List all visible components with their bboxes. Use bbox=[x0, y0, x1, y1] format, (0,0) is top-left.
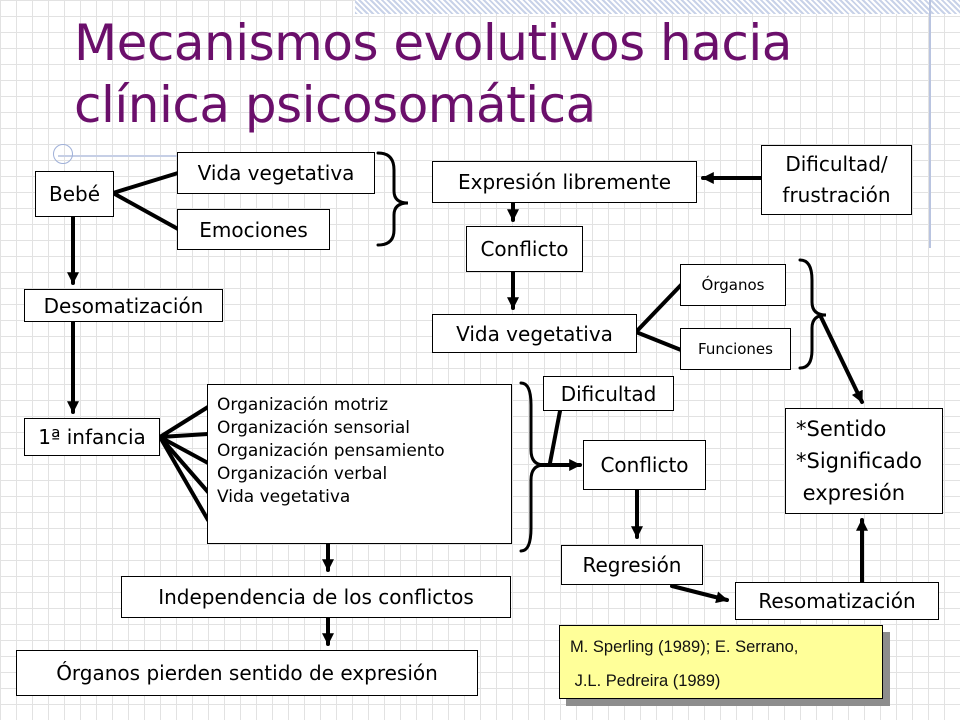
list-item: Organización verbal bbox=[217, 464, 388, 484]
node-sentido-line-1: *Sentido bbox=[796, 417, 887, 441]
node-sentido-line-2: *Significado bbox=[796, 449, 922, 473]
brace-bebe-group bbox=[378, 153, 408, 245]
node-regresion: Regresión bbox=[561, 545, 703, 585]
node-vida-vegetativa-1: Vida vegetativa bbox=[177, 152, 375, 194]
line-bebe-vida bbox=[113, 173, 178, 193]
reference-line-1: M. Sperling (1989); E. Serrano, bbox=[570, 638, 799, 656]
node-funciones: Funciones bbox=[680, 328, 791, 370]
node-organos-pierden: Órganos pierden sentido de expresión bbox=[16, 650, 478, 696]
arrow-regresion-resomatizacion bbox=[672, 586, 727, 600]
node-resomatizacion: Resomatización bbox=[735, 582, 939, 620]
node-emociones: Emociones bbox=[177, 209, 330, 250]
arrow-brace-sentido bbox=[820, 315, 862, 402]
node-expresion-libremente: Expresión libremente bbox=[432, 161, 697, 203]
node-dificultad-frustracion bbox=[761, 145, 912, 215]
node-dificultad: Dificultad bbox=[543, 376, 674, 411]
node-organos: Órganos bbox=[680, 264, 786, 306]
list-item: Organización pensamiento bbox=[217, 441, 445, 461]
reference-note bbox=[559, 625, 883, 699]
node-conflicto-2: Conflicto bbox=[583, 440, 706, 490]
line-bebe-emociones bbox=[113, 193, 178, 229]
node-sentido-significado bbox=[785, 408, 943, 514]
list-item: Vida vegetativa bbox=[217, 487, 351, 507]
node-organizaciones-list bbox=[207, 384, 512, 544]
node-conflicto-1: Conflicto bbox=[466, 226, 583, 272]
node-dificultad-frustracion-line-2: frustración bbox=[782, 183, 891, 207]
list-item: Organización sensorial bbox=[217, 418, 410, 438]
line-dificultad bbox=[550, 411, 560, 463]
node-sentido-line-3: expresión bbox=[796, 481, 906, 505]
fan-verbal bbox=[160, 437, 208, 492]
node-bebe: Bebé bbox=[35, 171, 114, 217]
slide-title: Mecanismos evolutivos hacia clínica psicosomática bbox=[74, 14, 792, 134]
list-item: Organización motriz bbox=[217, 395, 389, 415]
node-vida-vegetativa-2: Vida vegetativa bbox=[432, 314, 637, 353]
reference-line-2: J.L. Pedreira (1989) bbox=[570, 672, 721, 690]
brace-organos-funciones bbox=[800, 260, 826, 368]
node-primera-infancia: 1ª infancia bbox=[24, 418, 160, 456]
fan-funciones bbox=[636, 332, 681, 350]
node-desomatizacion: Desomatización bbox=[24, 289, 223, 322]
fan-organos bbox=[636, 285, 681, 332]
node-dificultad-frustracion-line-1: Dificultad/ bbox=[785, 152, 888, 176]
node-independencia: Independencia de los conflictos bbox=[121, 576, 511, 618]
